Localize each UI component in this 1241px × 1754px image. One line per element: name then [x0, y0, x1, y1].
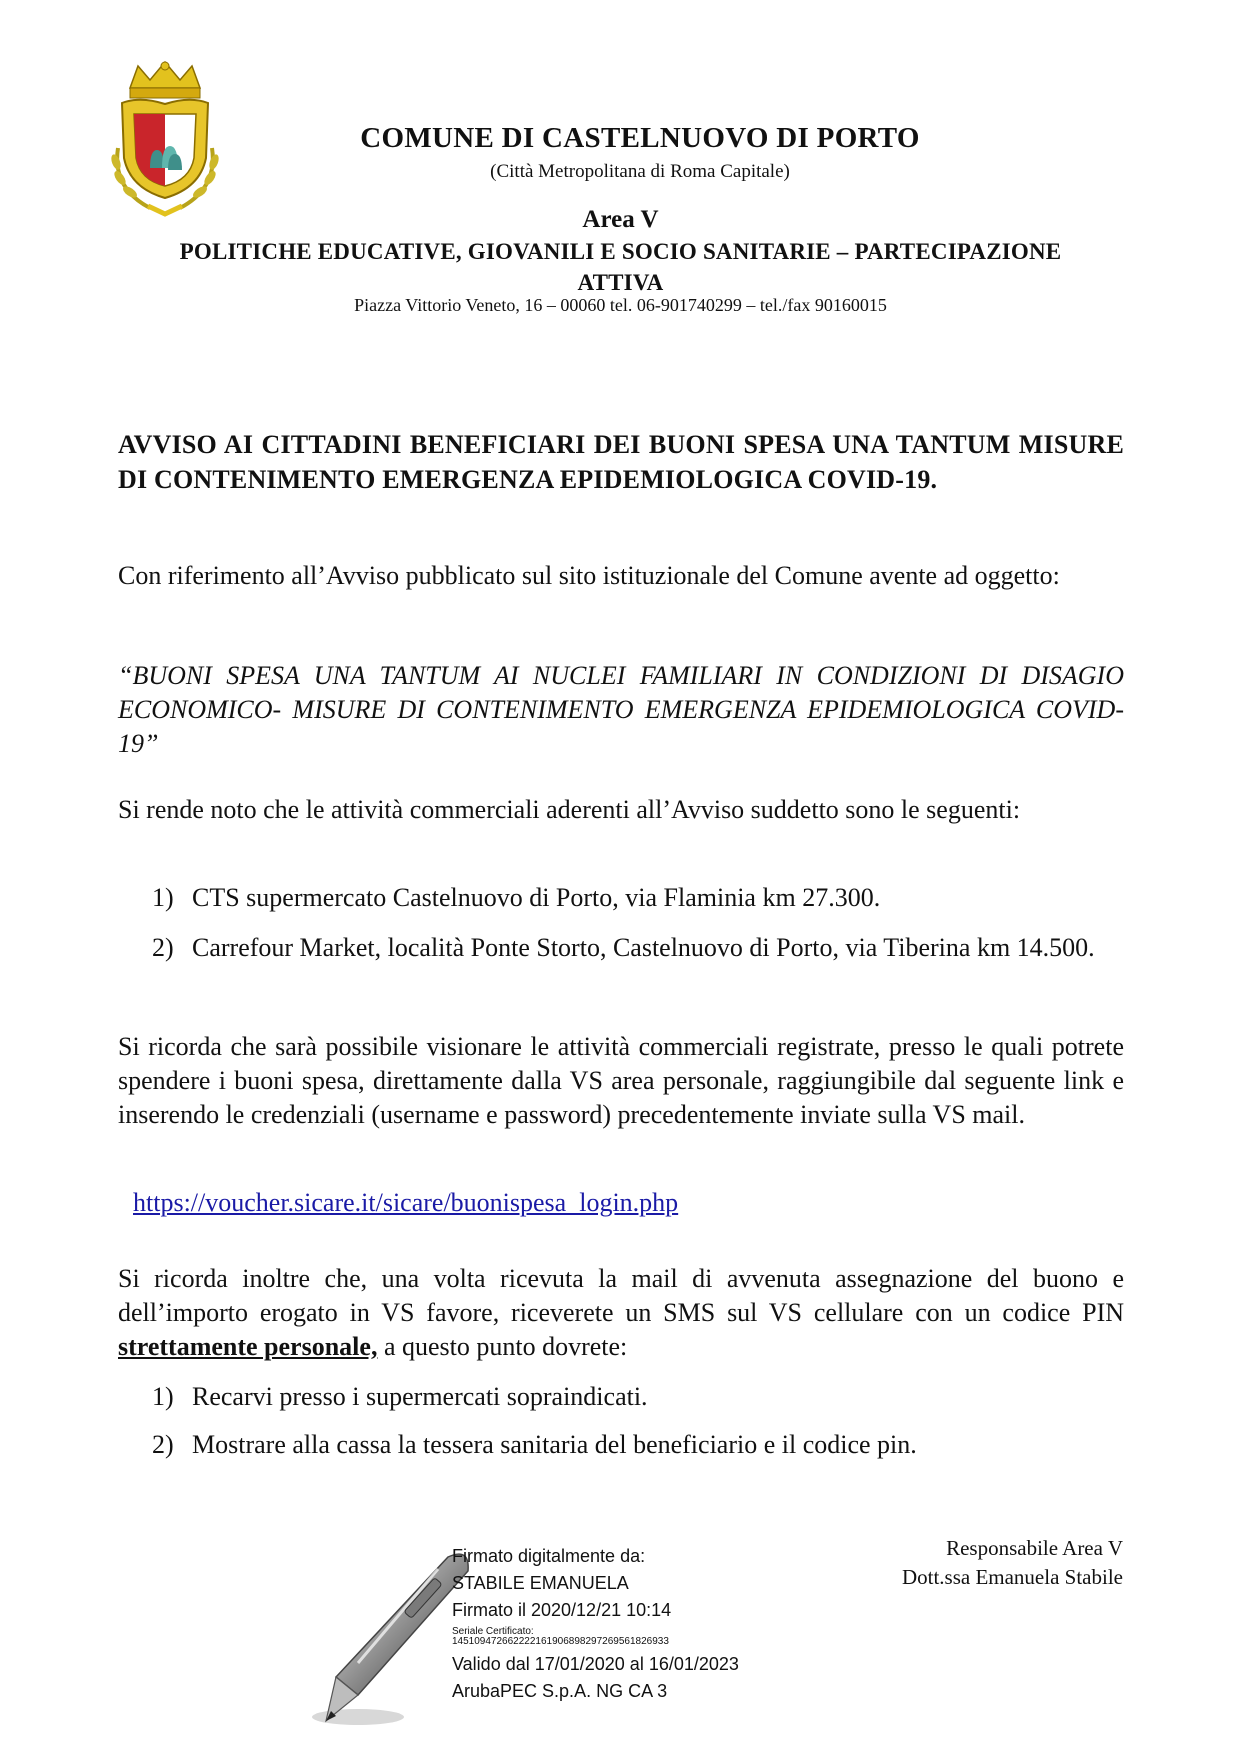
signatory-name: Dott.ssa Emanuela Stabile — [901, 1565, 1123, 1589]
list-text: Mostrare alla cassa la tessera sanitaria del beneficiario e il codice pin. — [192, 1430, 917, 1459]
list-item — [152, 1428, 1124, 1462]
list-number: 2) — [152, 933, 174, 962]
municipal-crest-icon — [110, 58, 220, 218]
digital-signature-label: Firmato digitalmente da: — [452, 1546, 646, 1566]
pin-text-1: Si ricorda inoltre che, una volta ricevuta la mail di avvenuta assegnazione del buono e dell’importo erogato in VS favore, riceverete un SMS sul VS cellulare con un codice PIN — [118, 1264, 1124, 1327]
signature-pen-icon — [298, 1545, 476, 1733]
digital-signature-date: Firmato il 2020/12/21 10:14 — [452, 1600, 672, 1620]
signatory-block — [800, 1534, 1123, 1592]
municipality-subtitle: (Città Metropolitana di Roma Capitale) — [490, 161, 790, 182]
list-item — [152, 931, 1124, 965]
login-link[interactable]: https://voucher.sicare.it/sicare/buonispesa_login.php — [133, 1188, 679, 1217]
intro-paragraph: Con riferimento all’Avviso pubblicato sul sito istituzionale del Comune avente ad oggetto: — [118, 561, 1060, 590]
department-heading — [130, 236, 1111, 298]
list-text: Carrefour Market, località Ponte Storto, Castelnuovo di Porto, via Tiberina km 14.500. — [192, 933, 1095, 962]
signatory-role: Responsabile Area V — [946, 1536, 1123, 1560]
digital-signature-signer: STABILE EMANUELA — [452, 1573, 629, 1593]
pin-paragraph — [118, 1262, 1124, 1364]
list-text: CTS supermercato Castelnuovo di Porto, via Flaminia km 27.300. — [192, 883, 881, 912]
area-heading: Area V — [582, 206, 659, 233]
certificate-validity: Valido dal 17/01/2020 al 16/01/2023 — [452, 1654, 739, 1674]
pin-text-2: a questo punto dovrete: — [377, 1332, 628, 1361]
list-item — [152, 881, 1124, 915]
list-item — [152, 1380, 1124, 1414]
list-number: 2) — [152, 1430, 174, 1459]
list-number: 1) — [152, 1382, 174, 1411]
list-text: Recarvi presso i supermercati sopraindicati. — [192, 1382, 648, 1411]
department-line-1: POLITICHE EDUCATIVE, GIOVANILI E SOCIO SANITARIE – PARTECIPAZIONE — [179, 239, 1062, 264]
reminder-paragraph: Si ricorda che sarà possibile visionare le attività commerciali registrate, presso le quali potrete spendere i buoni spesa, direttamente dalla VS area personale, raggiungibile dal seguente link e inserendo le credenziali (username e password) precedentemente inviate sulla VS mail. — [118, 1032, 1124, 1129]
certificate-serial-label: Seriale Certificato: — [452, 1626, 534, 1637]
address-line: Piazza Vittorio Veneto, 16 – 00060 tel. 06-901740299 – tel./fax 90160015 — [354, 295, 887, 315]
stores-intro: Si rende noto che le attività commerciali aderenti all’Avviso suddetto sono le seguenti: — [118, 795, 1021, 824]
digital-signature-stamp — [452, 1543, 739, 1705]
certificate-issuer: ArubaPEC S.p.A. NG CA 3 — [452, 1681, 668, 1701]
department-line-2: ATTIVA — [577, 270, 664, 295]
list-number: 1) — [152, 883, 174, 912]
certificate-serial: 145109472662222161906898297269561826933 — [452, 1636, 669, 1647]
pin-emphasis: strettamente personale, — [118, 1332, 378, 1361]
notice-title: AVVISO AI CITTADINI BENEFICIARI DEI BUONI SPESA UNA TANTUM MISURE DI CONTENIMENTO EMERGENZA EPIDEMIOLOGICA COVID-19. — [118, 430, 1124, 494]
quoted-subject: “BUONI SPESA UNA TANTUM AI NUCLEI FAMILIARI IN CONDIZIONI DI DISAGIO ECONOMICO- MISURE DI CONTENIMENTO EMERGENZA EPIDEMIOLOGICA COVID-19” — [118, 661, 1124, 758]
municipality-title: COMUNE DI CASTELNUOVO DI PORTO — [360, 122, 920, 154]
